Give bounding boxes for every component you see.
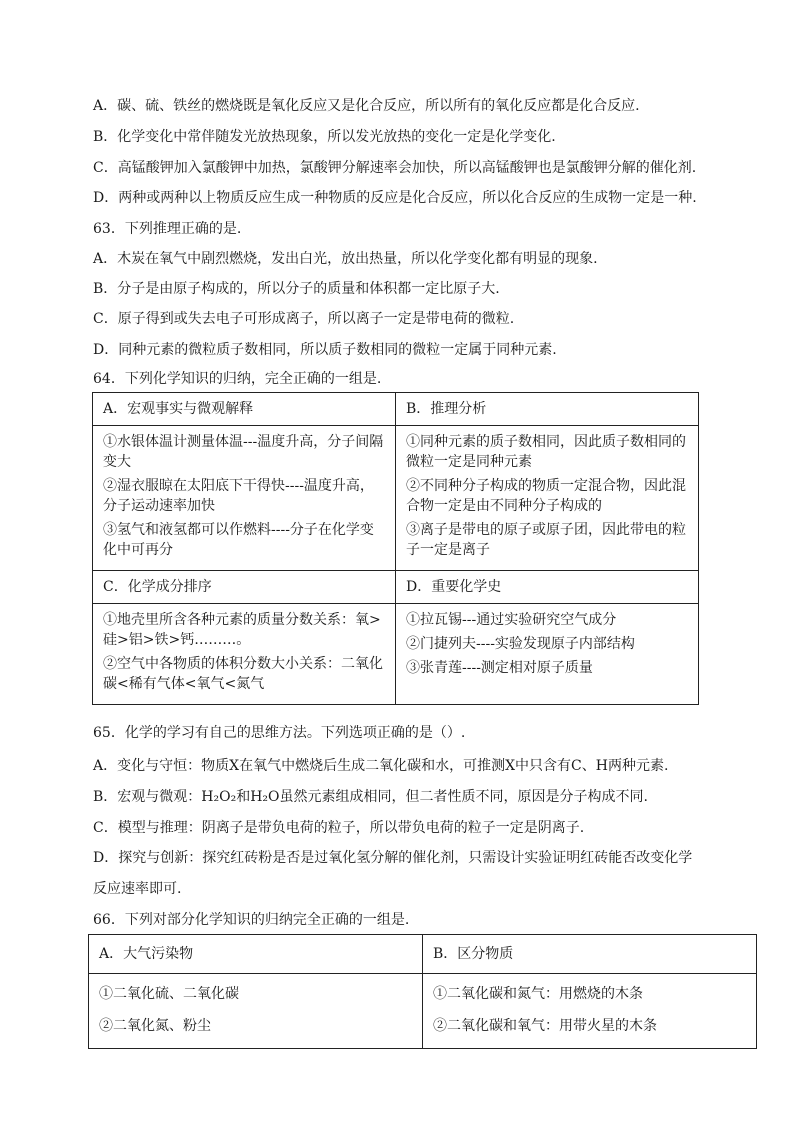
question-65-stem: 65．化学的学习有自己的思维方法。下列选项正确的是（）. [93,725,466,741]
q65-option-d-continued: 反应速率即可. [93,881,182,897]
q66-cell-b-body [423,974,757,1049]
q65-option-c: C．模型与推理：阴离子是带负电荷的粒子，所以带负电荷的粒子一定是阴离子. [93,820,585,836]
q66-a-item-2: ②二氧化氮、粉尘 [99,1018,211,1034]
q64-d-item-2: ②门捷列夫----实验发现原子内部结构 [406,636,635,652]
q64-cell-a-body [93,426,396,571]
q66-b-item-2: ②二氧化碳和氧气：用带火星的木条 [433,1018,657,1034]
q64-d-item-1: ①拉瓦锡---通过实验研究空气成分 [406,612,617,628]
q64-a-item-3: ③氢气和液氢都可以作燃料----分子在化学变化中可再分 [103,522,374,558]
q64-cell-d-header: D．重要化学史 [396,571,699,604]
q64-c-item-2: ②空气中各物质的体积分数大小关系：二氧化碳<稀有气体<氧气<氮气 [103,656,383,692]
question-66-stem: 66．下列对部分化学知识的归纳完全正确的一组是. [93,912,410,928]
q64-d-item-3: ③张青莲----测定相对原子质量 [406,660,593,676]
q64-b-item-2: ②不同种分子构成的物质一定混合物，因此混合物一定是由不同种分子构成的 [406,478,686,514]
q64-b-item-3: ③离子是带电的原子或原子团，因此带电的粒子一定是离子 [406,522,686,558]
q63-option-c: C．原子得到或失去电子可形成离子，所以离子一定是带电荷的微粒. [93,311,515,327]
q66-table [88,934,757,1049]
option-c: C．高锰酸钾加入氯酸钾中加热，氯酸钾分解速率会加快，所以高锰酸钾也是氯酸钾分解的催化剂. [93,160,697,176]
q64-b-item-1: ①同种元素的质子数相同，因此质子数相同的微粒一定是同种元素 [406,434,686,470]
q66-cell-b-header: B．区分物质 [423,935,757,974]
q66-cell-a-header: A．大气污染物 [89,935,423,974]
q65-option-b: B．宏观与微观：H₂O₂和H₂O虽然元素组成相同，但二者性质不同，原因是分子构成不同. [93,789,648,805]
q64-cell-a-header: A．宏观事实与微观解释 [93,393,396,426]
q66-cell-a-body [89,974,423,1049]
q63-option-a: A．木炭在氧气中剧烈燃烧，发出白光，放出热量，所以化学变化都有明显的现象. [93,251,598,267]
q64-a-item-1: ①水银体温计测量体温---温度升高，分子间隔变大 [103,434,384,470]
option-d: D．两种或两种以上物质反应生成一种物质的反应是化合反应，所以化合反应的生成物一定是一种. [93,190,697,206]
q64-c-item-1: ①地壳里所含各种元素的质量分数关系：氧>硅>铝>铁>钙………。 [103,612,381,648]
q64-cell-b-header: B．推理分析 [396,393,699,426]
q64-cell-c-header: C．化学成分排序 [93,571,396,604]
q66-b-item-1: ①二氧化碳和氮气：用燃烧的木条 [433,986,643,1002]
q65-option-d: D．探究与创新：探究红砖粉是否是过氧化氢分解的催化剂，只需设计实验证明红砖能否改变化学 [93,850,693,866]
q66-a-item-1: ①二氧化硫、二氧化碳 [99,986,239,1002]
q63-option-d: D．同种元素的微粒质子数相同，所以质子数相同的微粒一定属于同种元素. [93,342,557,358]
question-64-stem: 64．下列化学知识的归纳，完全正确的一组是. [93,371,382,387]
q64-a-item-2: ②湿衣服晾在太阳底下干得快----温度升高，分子运动速率加快 [103,478,374,514]
option-a: A．碳、硫、铁丝的燃烧既是氧化反应又是化合反应，所以所有的氧化反应都是化合反应. [93,98,640,114]
q65-option-a: A．变化与守恒：物质X在氧气中燃烧后生成二氧化碳和水，可推测X中只含有C、H两种元素. [93,758,669,774]
q64-table [92,392,699,705]
q64-cell-c-body [93,604,396,705]
q64-cell-d-body [396,604,699,705]
question-63-stem: 63．下列推理正确的是. [93,221,242,237]
q64-cell-b-body [396,426,699,571]
option-b: B．化学变化中常伴随发光放热现象，所以发光放热的变化一定是化学变化. [93,129,556,145]
q63-option-b: B．分子是由原子构成的，所以分子的质量和体积都一定比原子大. [93,281,500,297]
